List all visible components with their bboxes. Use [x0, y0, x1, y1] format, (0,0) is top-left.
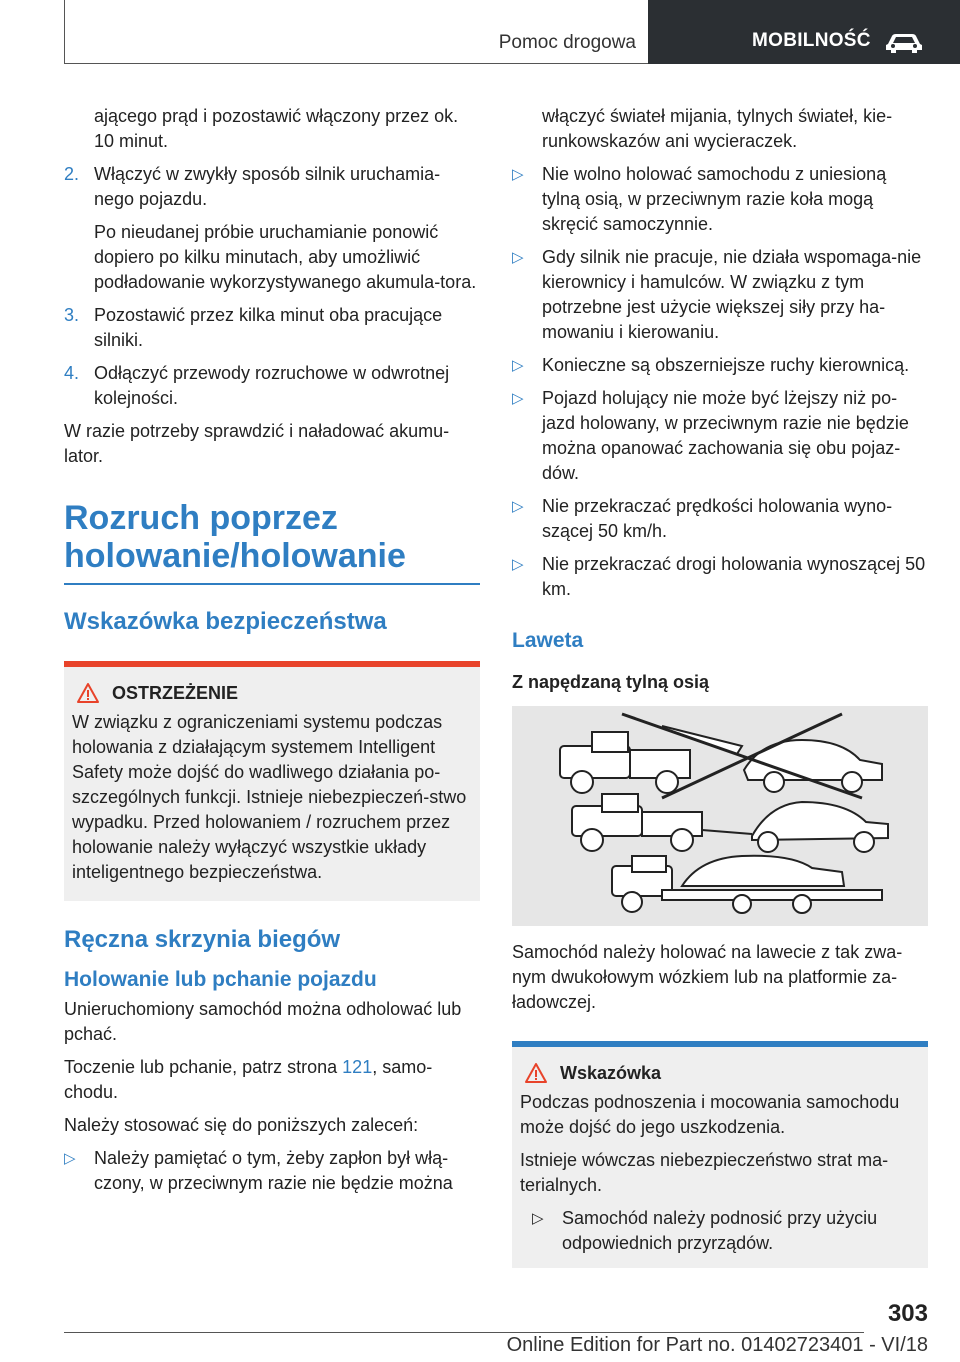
list-item: [512, 386, 928, 486]
paragraph: Samochód należy holować na lawecie z tak zwa-nym dwukołowym wózkiem lub na platformie za-ładowczej.: [512, 942, 903, 1012]
list-item: [512, 353, 928, 378]
bullet-continuation: włączyć świateł mijania, tylnych świateł, kie-runkowskazów ani wycieraczek.: [542, 106, 893, 151]
paragraph-text: , samo-chodu.: [64, 1057, 433, 1102]
towing-illustration: [512, 706, 928, 926]
list-item: [64, 303, 480, 353]
note-box: [512, 1041, 928, 1268]
paragraph: [64, 1055, 480, 1105]
bullet-icon: ▷: [512, 249, 524, 266]
bullet-text: Nie przekraczać drogi holowania wynoszącej 50 km.: [542, 554, 926, 599]
subsection-heading: Ręczna skrzynia biegów: [64, 926, 341, 953]
footer-edition: Online Edition for Part no. 01402723401 - VI/18: [506, 1334, 928, 1356]
left-column: [64, 104, 480, 1204]
bullet-icon: ▷: [512, 498, 524, 515]
bullet-icon: ▷: [512, 357, 524, 374]
list-item: [512, 494, 928, 544]
bullet-text: Gdy silnik nie pracuje, nie działa wspomaga-nie kierownicy i hamulców. W związku z tym potrzebne jest użycie większej siły przy ha-mowaniu i kierowaniu.: [542, 247, 922, 342]
warning-title: [72, 681, 472, 706]
step-number: 2.: [64, 164, 80, 184]
step-number: 3.: [64, 305, 80, 325]
note-title: [520, 1061, 920, 1086]
paragraph-text: Toczenie lub pchanie, patrz strona: [64, 1057, 343, 1077]
page-reference-link[interactable]: 121: [342, 1057, 373, 1077]
section-heading: Rozruch poprzez holowanie/holowanie: [64, 499, 406, 575]
paragraph: Unieruchomiony samochód można odholować lub pchać.: [64, 999, 462, 1044]
bullet-text: Konieczne są obszerniejsze ruchy kierownicą.: [542, 355, 910, 375]
paragraph: W razie potrzeby sprawdzić i naładować akumu-lator.: [64, 421, 450, 466]
step-text: Odłączyć przewody rozruchowe w odwrotnej kolejności.: [94, 363, 450, 408]
warning-triangle-icon: [76, 682, 100, 704]
warning-triangle-icon: [524, 1062, 548, 1084]
warning-text: W związku z ograniczeniami systemu podczas holowania z działającym systemem Intelligent Safety może dojść do wadliwego działania po-szczególnych funkcji. Istnieje niebezpieczeń-stwo wypadku. Przed holowaniem / rozruchem przez holowanie należy wyłączyć wszystkie układy inteligentnego bezpieczeństwa.: [72, 712, 467, 882]
warning-box: [64, 661, 480, 901]
bullet-text: Pojazd holujący nie może być lżejszy niż po-jazd holowany, w przeciwnym razie nie będzie można opanować zachowania się obu pojaz-dów.: [542, 388, 909, 483]
footer-divider: [64, 1332, 864, 1333]
list-item: [512, 162, 928, 237]
list-item: [64, 162, 480, 212]
list-item: [532, 1206, 920, 1256]
list-item: [512, 245, 928, 345]
step-extra-text: Po nieudanej próbie uruchamianie ponowić dopiero po kilku minutach, aby umożliwić podładowanie wykorzystywanego akumula-tora.: [94, 222, 477, 292]
list-item: [512, 552, 928, 602]
bullet-text: Należy pamiętać o tym, żeby zapłon był włą-czony, w przeciwnym razie nie będzie można: [94, 1148, 453, 1193]
warning-title-text: OSTRZEŻENIE: [112, 683, 239, 703]
step-text: Pozostawić przez kilka minut oba pracujące silniki.: [94, 305, 443, 350]
tow-truck-image: [512, 706, 928, 926]
page-number: 303: [887, 1300, 928, 1327]
bullet-text: Nie wolno holować samochodu z uniesioną tylną osią, w przeciwnym razie koła mogą skręcić samoczynnie.: [542, 164, 887, 234]
header-chapter-title: MOBILNOŚĆ: [752, 30, 871, 51]
note-title-text: Wskazówka: [560, 1063, 662, 1083]
bullet-icon: ▷: [512, 166, 524, 183]
right-column: [512, 104, 928, 1268]
paragraph: Należy stosować się do poniższych zaleceń:: [64, 1115, 419, 1135]
note-text: Podczas podnoszenia i mocowania samochodu może dojść do jego uszkodzenia.: [520, 1092, 900, 1137]
subsection-heading: Wskazówka bezpieczeństwa: [64, 608, 387, 635]
step-text: Włączyć w zwykły sposób silnik uruchamia-nego pojazdu.: [94, 164, 441, 209]
list-item: [64, 1146, 480, 1196]
header-divider: [64, 63, 648, 64]
step-continuation: ającego prąd i pozostawić włączony przez ok. 10 minut.: [94, 106, 459, 151]
page-header: [0, 0, 960, 64]
bullet-icon: ▷: [64, 1150, 76, 1167]
car-icon: [884, 32, 924, 54]
bullet-icon: ▷: [512, 556, 524, 573]
bullet-text: Samochód należy podnosić przy użyciu odpowiednich przyrządów.: [562, 1208, 878, 1253]
note-text: Istnieje wówczas niebezpieczeństwo strat ma-terialnych.: [520, 1150, 889, 1195]
step-number: 4.: [64, 363, 80, 383]
header-section-title: Pomoc drogowa: [498, 32, 636, 53]
heading-rule: [64, 583, 480, 585]
bullet-icon: ▷: [532, 1210, 544, 1227]
bullet-icon: ▷: [512, 390, 524, 407]
sub-subsection-heading: Holowanie lub pchanie pojazdu: [64, 968, 377, 991]
minor-heading: Z napędzaną tylną osią: [512, 672, 710, 692]
header-divider: [64, 0, 65, 64]
sub-subsection-heading: Laweta: [512, 629, 584, 652]
bullet-text: Nie przekraczać prędkości holowania wyno-szącej 50 km/h.: [542, 496, 893, 541]
list-item: [64, 361, 480, 411]
